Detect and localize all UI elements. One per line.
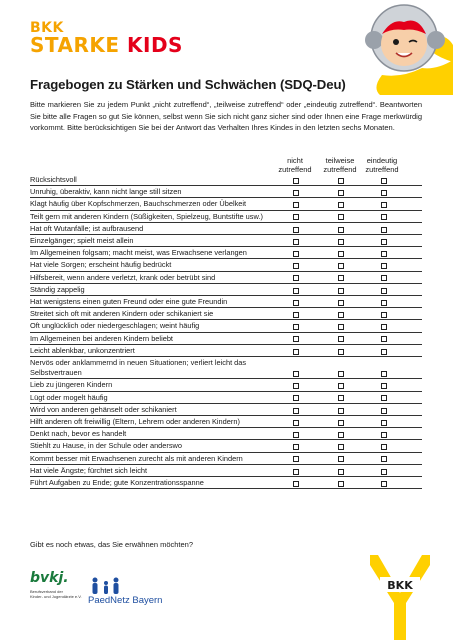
- checkbox-somewhat-true[interactable]: [338, 227, 344, 233]
- checkbox-certainly-true[interactable]: [381, 190, 387, 196]
- question-text: Streitet sich oft mit anderen Kindern oder schikaniert sie: [30, 309, 214, 319]
- bkk-logo-text: BKK: [387, 579, 413, 592]
- checkbox-not-true[interactable]: [293, 300, 299, 306]
- brand-bkk: BKK: [30, 20, 64, 36]
- question-text: Lügt oder mogelt häufig: [30, 392, 108, 402]
- question-row: [30, 259, 422, 271]
- checkbox-somewhat-true[interactable]: [338, 395, 344, 401]
- column-header-certainly-true: eindeutig zutreffend: [365, 156, 399, 174]
- question-text: Kommt besser mit Erwachsenen zurecht als mit anderen Kindern: [30, 453, 243, 463]
- question-text: Hat oft Wutanfälle; ist aufbrausend: [30, 223, 144, 233]
- paednetz-label: PaedNetz Bayern: [88, 595, 163, 606]
- question-text: Hilfsbereit, wenn andere verletzt, krank oder betrübt sind: [30, 272, 216, 282]
- checkbox-not-true[interactable]: [293, 469, 299, 475]
- checkbox-not-true[interactable]: [293, 481, 299, 487]
- checkbox-not-true[interactable]: [293, 408, 299, 414]
- checkbox-certainly-true[interactable]: [381, 444, 387, 450]
- checkbox-certainly-true[interactable]: [381, 214, 387, 220]
- bvkj-mark: bvkj.: [30, 570, 69, 586]
- question-row: [30, 223, 422, 235]
- checkbox-certainly-true[interactable]: [381, 432, 387, 438]
- brand-logo: [30, 20, 183, 55]
- question-text: Hat viele Sorgen; erscheint häufig bedrückt: [30, 260, 172, 270]
- question-row: [30, 284, 422, 296]
- checkbox-certainly-true[interactable]: [381, 349, 387, 355]
- bvkj-logo: [30, 570, 82, 599]
- question-row: [30, 440, 422, 452]
- checkbox-somewhat-true[interactable]: [338, 469, 344, 475]
- bkk-logo: [370, 555, 430, 640]
- checkbox-certainly-true[interactable]: [381, 227, 387, 233]
- question-text: Führt Aufgaben zu Ende; gute Konzentrationsspanne: [30, 478, 204, 488]
- checkbox-certainly-true[interactable]: [381, 239, 387, 245]
- checkbox-not-true[interactable]: [293, 444, 299, 450]
- checkbox-somewhat-true[interactable]: [338, 336, 344, 342]
- checkbox-not-true[interactable]: [293, 383, 299, 389]
- question-text: Oft unglücklich oder niedergeschlagen; weint häufig: [30, 321, 200, 331]
- checkbox-certainly-true[interactable]: [381, 251, 387, 257]
- question-text: Im Allgemeinen bei anderen Kindern beliebt: [30, 333, 173, 343]
- checkbox-not-true[interactable]: [293, 456, 299, 462]
- question-text: Hat wenigstens einen guten Freund oder eine gute Freundin: [30, 297, 228, 307]
- question-row: [30, 453, 422, 465]
- questionnaire-items: [30, 174, 422, 489]
- checkbox-certainly-true[interactable]: [381, 288, 387, 294]
- checkbox-somewhat-true[interactable]: [338, 456, 344, 462]
- checkbox-not-true[interactable]: [293, 288, 299, 294]
- checkbox-not-true[interactable]: [293, 263, 299, 269]
- checkbox-somewhat-true[interactable]: [338, 371, 344, 377]
- question-row: [30, 333, 422, 345]
- checkbox-somewhat-true[interactable]: [338, 288, 344, 294]
- checkbox-somewhat-true[interactable]: [338, 178, 344, 184]
- question-row: [30, 392, 422, 404]
- question-text: Hat viele Ängste; fürchtet sich leicht: [30, 465, 148, 475]
- checkbox-not-true[interactable]: [293, 190, 299, 196]
- checkbox-certainly-true[interactable]: [381, 178, 387, 184]
- question-text: Einzelgänger; spielt meist allein: [30, 236, 134, 246]
- checkbox-certainly-true[interactable]: [381, 395, 387, 401]
- bvkj-subtitle-line2: Kinder- und Jugendärzte e.V.: [30, 594, 82, 599]
- closing-question: Gibt es noch etwas, das Sie erwähnen möchten?: [30, 540, 194, 549]
- question-row: [30, 320, 422, 332]
- checkbox-somewhat-true[interactable]: [338, 251, 344, 257]
- checkbox-certainly-true[interactable]: [381, 420, 387, 426]
- question-text: Nervös oder anklammernd in neuen Situationen; verliert leicht das Selbstvertrauen: [30, 358, 247, 378]
- question-row: [30, 235, 422, 247]
- bvkj-subtitle: [30, 589, 82, 599]
- question-row: [30, 272, 422, 284]
- checkbox-not-true[interactable]: [293, 214, 299, 220]
- question-text: Denkt nach, bevor es handelt: [30, 429, 127, 439]
- question-row: [30, 186, 422, 198]
- intro-text: Bitte markieren Sie zu jedem Punkt „nicht zutreffend“, „teilweise zutreffend“ oder „eindeutig zutreffend“. Beantworten Sie bitte alle Fragen so gut Sie können, selbst wenn Sie sich nicht ganz sicher sind oder Ihnen eine Frage merkwürdig vorkommt. Bitte berücksichtigen Sie bei der Antwort das Verhalten Ihres Kindes in den letzten sechs Monaten.: [30, 100, 422, 133]
- checkbox-certainly-true[interactable]: [381, 275, 387, 281]
- checkbox-certainly-true[interactable]: [381, 312, 387, 318]
- question-text: Rücksichtsvoll: [30, 175, 77, 184]
- checkbox-not-true[interactable]: [293, 432, 299, 438]
- checkbox-somewhat-true[interactable]: [338, 214, 344, 220]
- checkbox-not-true[interactable]: [293, 324, 299, 330]
- column-header-somewhat-true: teilweise zutreffend: [323, 156, 357, 174]
- checkbox-not-true[interactable]: [293, 420, 299, 426]
- question-row: [30, 198, 422, 210]
- checkbox-not-true[interactable]: [293, 395, 299, 401]
- checkbox-not-true[interactable]: [293, 312, 299, 318]
- question-row: [30, 345, 422, 357]
- brand-title-part2: KIDS: [127, 33, 183, 57]
- question-row: [30, 477, 422, 489]
- checkbox-somewhat-true[interactable]: [338, 481, 344, 487]
- checkbox-somewhat-true[interactable]: [338, 202, 344, 208]
- question-text: Teilt gern mit anderen Kindern (Süßigkeiten, Spielzeug, Buntstifte usw.): [30, 211, 263, 221]
- checkbox-somewhat-true[interactable]: [338, 239, 344, 245]
- checkbox-somewhat-true[interactable]: [338, 349, 344, 355]
- checkbox-certainly-true[interactable]: [381, 263, 387, 269]
- checkbox-somewhat-true[interactable]: [338, 383, 344, 389]
- brand-title-part1: STARKE: [30, 33, 120, 57]
- checkbox-somewhat-true[interactable]: [338, 408, 344, 414]
- checkbox-certainly-true[interactable]: [381, 336, 387, 342]
- question-row: [30, 174, 422, 186]
- question-text: Lieb zu jüngeren Kindern: [30, 380, 113, 390]
- paednetz-logo: [88, 577, 163, 606]
- checkbox-somewhat-true[interactable]: [338, 263, 344, 269]
- question-row: [30, 308, 422, 320]
- checkbox-somewhat-true[interactable]: [338, 300, 344, 306]
- checkbox-somewhat-true[interactable]: [338, 324, 344, 330]
- checkbox-not-true[interactable]: [293, 349, 299, 355]
- checkbox-somewhat-true[interactable]: [338, 190, 344, 196]
- checkbox-certainly-true[interactable]: [381, 300, 387, 306]
- checkbox-certainly-true[interactable]: [381, 371, 387, 377]
- question-text: Im Allgemeinen folgsam; macht meist, was Erwachsene verlangen: [30, 248, 247, 258]
- page-title: Fragebogen zu Stärken und Schwächen (SDQ-Deu): [30, 77, 346, 92]
- checkbox-certainly-true[interactable]: [381, 202, 387, 208]
- checkbox-not-true[interactable]: [293, 239, 299, 245]
- checkbox-somewhat-true[interactable]: [338, 420, 344, 426]
- question-text: Klagt häufig über Kopfschmerzen, Bauchschmerzen oder Übelkeit: [30, 199, 247, 209]
- checkbox-certainly-true[interactable]: [381, 481, 387, 487]
- question-text: Hilft anderen oft freiwillig (Eltern, Lehrern oder anderen Kindern): [30, 417, 240, 427]
- question-row: [30, 296, 422, 308]
- question-row: [30, 211, 422, 223]
- checkbox-not-true[interactable]: [293, 227, 299, 233]
- checkbox-certainly-true[interactable]: [381, 408, 387, 414]
- bvkj-subtitle-line1: Berufsverband der: [30, 589, 63, 594]
- checkbox-somewhat-true[interactable]: [338, 444, 344, 450]
- question-row: [30, 247, 422, 259]
- mascot-illustration: [352, 0, 453, 100]
- checkbox-not-true[interactable]: [293, 178, 299, 184]
- checkbox-certainly-true[interactable]: [381, 324, 387, 330]
- question-text: Ständig zappelig: [30, 284, 85, 294]
- question-text: Leicht ablenkbar, unkonzentriert: [30, 345, 135, 355]
- checkbox-not-true[interactable]: [293, 275, 299, 281]
- checkbox-somewhat-true[interactable]: [338, 432, 344, 438]
- question-row: [30, 416, 422, 428]
- question-row: [30, 404, 422, 416]
- checkbox-not-true[interactable]: [293, 371, 299, 377]
- question-row: [30, 428, 422, 440]
- question-text: Wird von anderen gehänselt oder schikaniert: [30, 404, 177, 414]
- checkbox-not-true[interactable]: [293, 251, 299, 257]
- question-row: [30, 379, 422, 391]
- checkbox-somewhat-true[interactable]: [338, 312, 344, 318]
- question-text: Stiehlt zu Hause, in der Schule oder anderswo: [30, 441, 183, 451]
- checkbox-certainly-true[interactable]: [381, 383, 387, 389]
- brand-title: [30, 35, 183, 55]
- family-icon: [88, 577, 128, 595]
- column-header-not-true: nicht zutreffend: [278, 156, 312, 174]
- question-row: [30, 357, 422, 379]
- checkbox-certainly-true[interactable]: [381, 456, 387, 462]
- checkbox-somewhat-true[interactable]: [338, 275, 344, 281]
- checkbox-not-true[interactable]: [293, 202, 299, 208]
- checkbox-certainly-true[interactable]: [381, 469, 387, 475]
- question-text: Unruhig, überaktiv, kann nicht lange still sitzen: [30, 187, 182, 197]
- checkbox-not-true[interactable]: [293, 336, 299, 342]
- question-row: [30, 465, 422, 477]
